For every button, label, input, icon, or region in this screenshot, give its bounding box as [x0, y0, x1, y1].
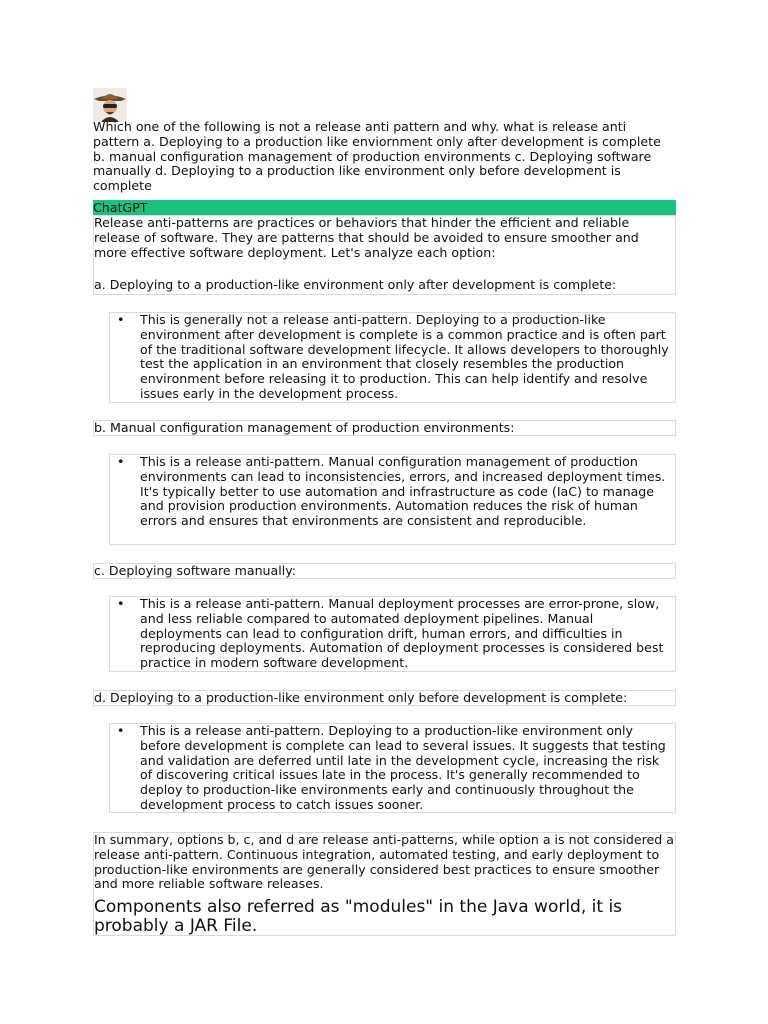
- option-d-heading: d. Deploying to a production-like environment only before development is complete:: [93, 690, 676, 706]
- intro-block: [93, 215, 676, 295]
- option-a-bullet: • This is generally not a release anti-pattern. Deploying to a production-like environment after development is complete is a common practice and is often part of the traditional software development lifecycle. It allows developers to thoroughly test the application in an environment that closely resembles the production environment before releasing it to production. This can help identify and resolve issues early in the development process.: [109, 312, 676, 403]
- summary-block: [93, 832, 676, 936]
- user-avatar: [93, 88, 127, 122]
- summary-note: Components also referred as "modules" in the Java world, it is probably a JAR File.: [94, 897, 623, 937]
- intro-paragraph: Release anti-patterns are practices or behaviors that hinder the efficient and reliable release of software. They are patterns that should be avoided to ensure smoother and more effective software deployment. Let's analyze each option:: [94, 215, 639, 260]
- option-b-bullet: • This is a release anti-pattern. Manual configuration management of production environments can lead to inconsistencies, errors, and increased deployment times. It's typically better to use automation and infrastructure as code (IaC) to manage and provision production environments. Automation reduces the risk of human errors and ensures that environments are consistent and reproducible.: [109, 454, 676, 545]
- option-b-heading: b. Manual configuration management of production environments:: [93, 420, 676, 436]
- option-c-heading: c. Deploying software manually:: [93, 563, 676, 579]
- option-a-heading: a. Deploying to a production-like environment only after development is complete:: [94, 277, 617, 293]
- user-question: Which one of the following is not a release anti pattern and why. what is release anti pattern a. Deploying to a production like enviornment only after development is complete b. manual configuration management of production environments c. Deploying software manually d. Deploying to a production like environment only before development is complete: [93, 119, 661, 194]
- avatar-image: [93, 88, 127, 122]
- option-d-bullet: • This is a release anti-pattern. Deploying to a production-like environment only before development is complete can lead to several issues. It suggests that testing and validation are deferred until late in the development cycle, increasing the risk of discovering critical issues late in the process. It's generally recommended to deploy to production-like environments early and continuously throughout the development process to catch issues sooner.: [109, 723, 676, 813]
- option-c-bullet: • This is a release anti-pattern. Manual deployment processes are error-prone, slow, and less reliable compared to automated deployment pipelines. Manual deployments can lead to configuration drift, human errors, and difficulties in reproducing deployments. Automation of deployment processes is considered best practice in modern software development.: [109, 596, 676, 672]
- summary-text: In summary, options b, c, and d are release anti-patterns, while option a is not considered a release anti-pattern. Continuous integration, automated testing, and early deployment to production-like environments are generally considered best practices to ensure smoother and more reliable software releases.: [94, 832, 675, 892]
- assistant-label: ChatGPT: [93, 200, 676, 215]
